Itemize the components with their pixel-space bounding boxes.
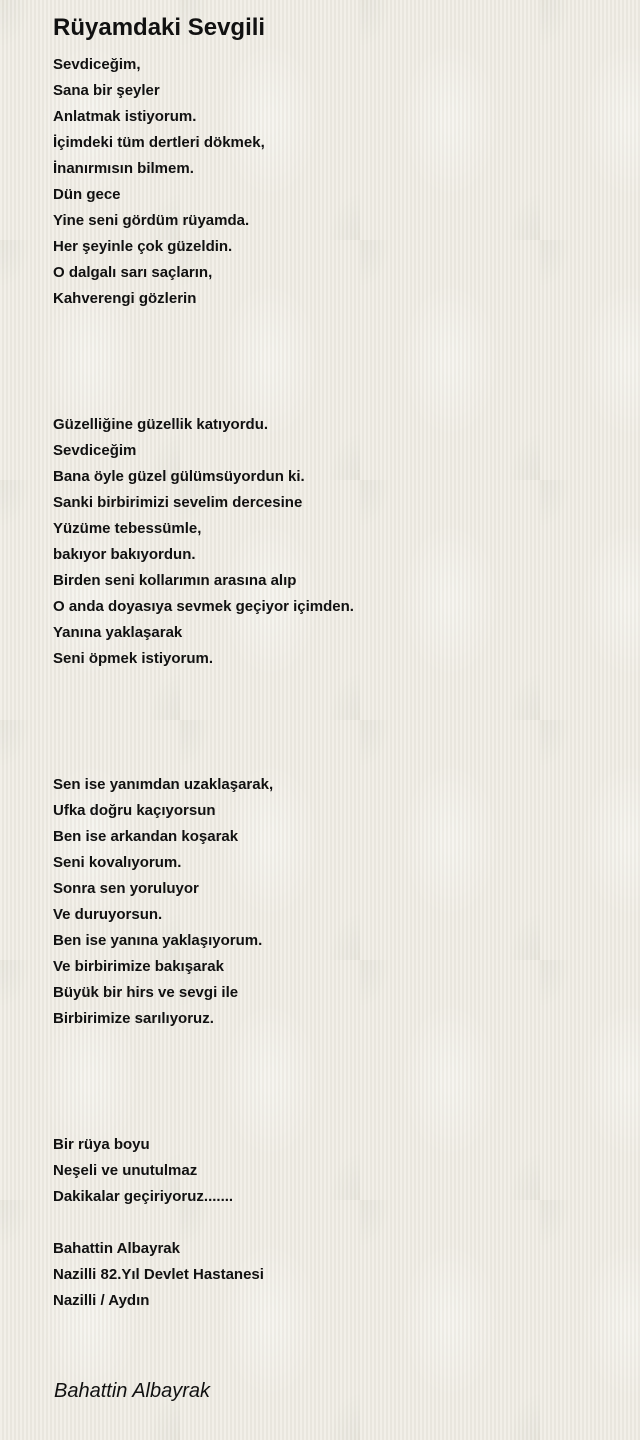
poem-line: bakıyor bakıyordun.	[53, 546, 196, 563]
stanza	[53, 1132, 613, 1210]
stanza	[53, 412, 613, 672]
stanza-spacer	[53, 1032, 613, 1132]
stanza-spacer	[53, 312, 613, 412]
poem-line: Birbirimize sarılıyoruz.	[53, 1010, 214, 1027]
poem-line: Dakikalar geçiriyoruz.......	[53, 1188, 234, 1205]
author-name: Bahattin Albayrak	[53, 1240, 180, 1257]
poem-line: Bana öyle güzel gülümsüyordun ki.	[53, 468, 305, 485]
poem-line: Kahverengi gözlerin	[53, 290, 197, 307]
stanza	[53, 772, 613, 1032]
author-block	[53, 1236, 613, 1314]
poem-line: Sevdiceğim,	[53, 56, 141, 73]
author-signature: Bahattin Albayrak	[54, 1380, 211, 1402]
poem-line: Büyük bir hirs ve sevgi ile	[53, 984, 239, 1001]
author-location: Nazilli / Aydın	[53, 1292, 150, 1309]
poem-body	[53, 52, 613, 1314]
poem-line: Ve birbirimize bakışarak	[53, 958, 224, 975]
poem-line: Seni öpmek istiyorum.	[53, 650, 214, 667]
poem-line: Sevdiceğim	[53, 442, 137, 459]
poem-line: Sonra sen yoruluyor	[53, 880, 199, 897]
poem-line: Ben ise arkandan koşarak	[53, 828, 239, 845]
poem-line: Güzelliğine güzellik katıyordu.	[53, 416, 269, 433]
poem-line: Birden seni kollarımın arasına alıp	[53, 572, 297, 589]
poem-line: Sana bir şeyler	[53, 82, 160, 99]
poem-line: Neşeli ve unutulmaz	[53, 1162, 198, 1179]
poem-line: Seni kovalıyorum.	[53, 854, 182, 871]
poem-line: İnanırmısın bilmem.	[53, 160, 194, 177]
poem-line: Sen ise yanımdan uzaklaşarak,	[53, 776, 274, 793]
poem-line: İçimdeki tüm dertleri dökmek,	[53, 134, 265, 151]
poem-line: Her şeyinle çok güzeldin.	[53, 238, 233, 255]
poem-line: Ve duruyorsun.	[53, 906, 163, 923]
stanza	[53, 52, 613, 312]
poem-line: Yine seni gördüm rüyamda.	[53, 212, 250, 229]
author-workplace: Nazilli 82.Yıl Devlet Hastanesi	[53, 1266, 264, 1283]
page-title: Rüyamdaki Sevgili	[53, 14, 266, 41]
poem-line: Dün gece	[53, 186, 121, 203]
stanza-spacer	[53, 672, 613, 772]
stanza-spacer	[53, 1210, 613, 1236]
poem-line: Yüzüme tebessümle,	[53, 520, 202, 537]
poem-line: Ben ise yanına yaklaşıyorum.	[53, 932, 263, 949]
poem-line: Anlatmak istiyorum.	[53, 108, 197, 125]
poem-line: Sanki birbirimizi sevelim dercesine	[53, 494, 303, 511]
poem-line: O dalgalı sarı saçların,	[53, 264, 213, 281]
poem-line: Ufka doğru kaçıyorsun	[53, 802, 216, 819]
poem-line: Yanına yaklaşarak	[53, 624, 183, 641]
poem-line: O anda doyasıya sevmek geçiyor içimden.	[53, 598, 354, 615]
poem-line: Bir rüya boyu	[53, 1136, 150, 1153]
